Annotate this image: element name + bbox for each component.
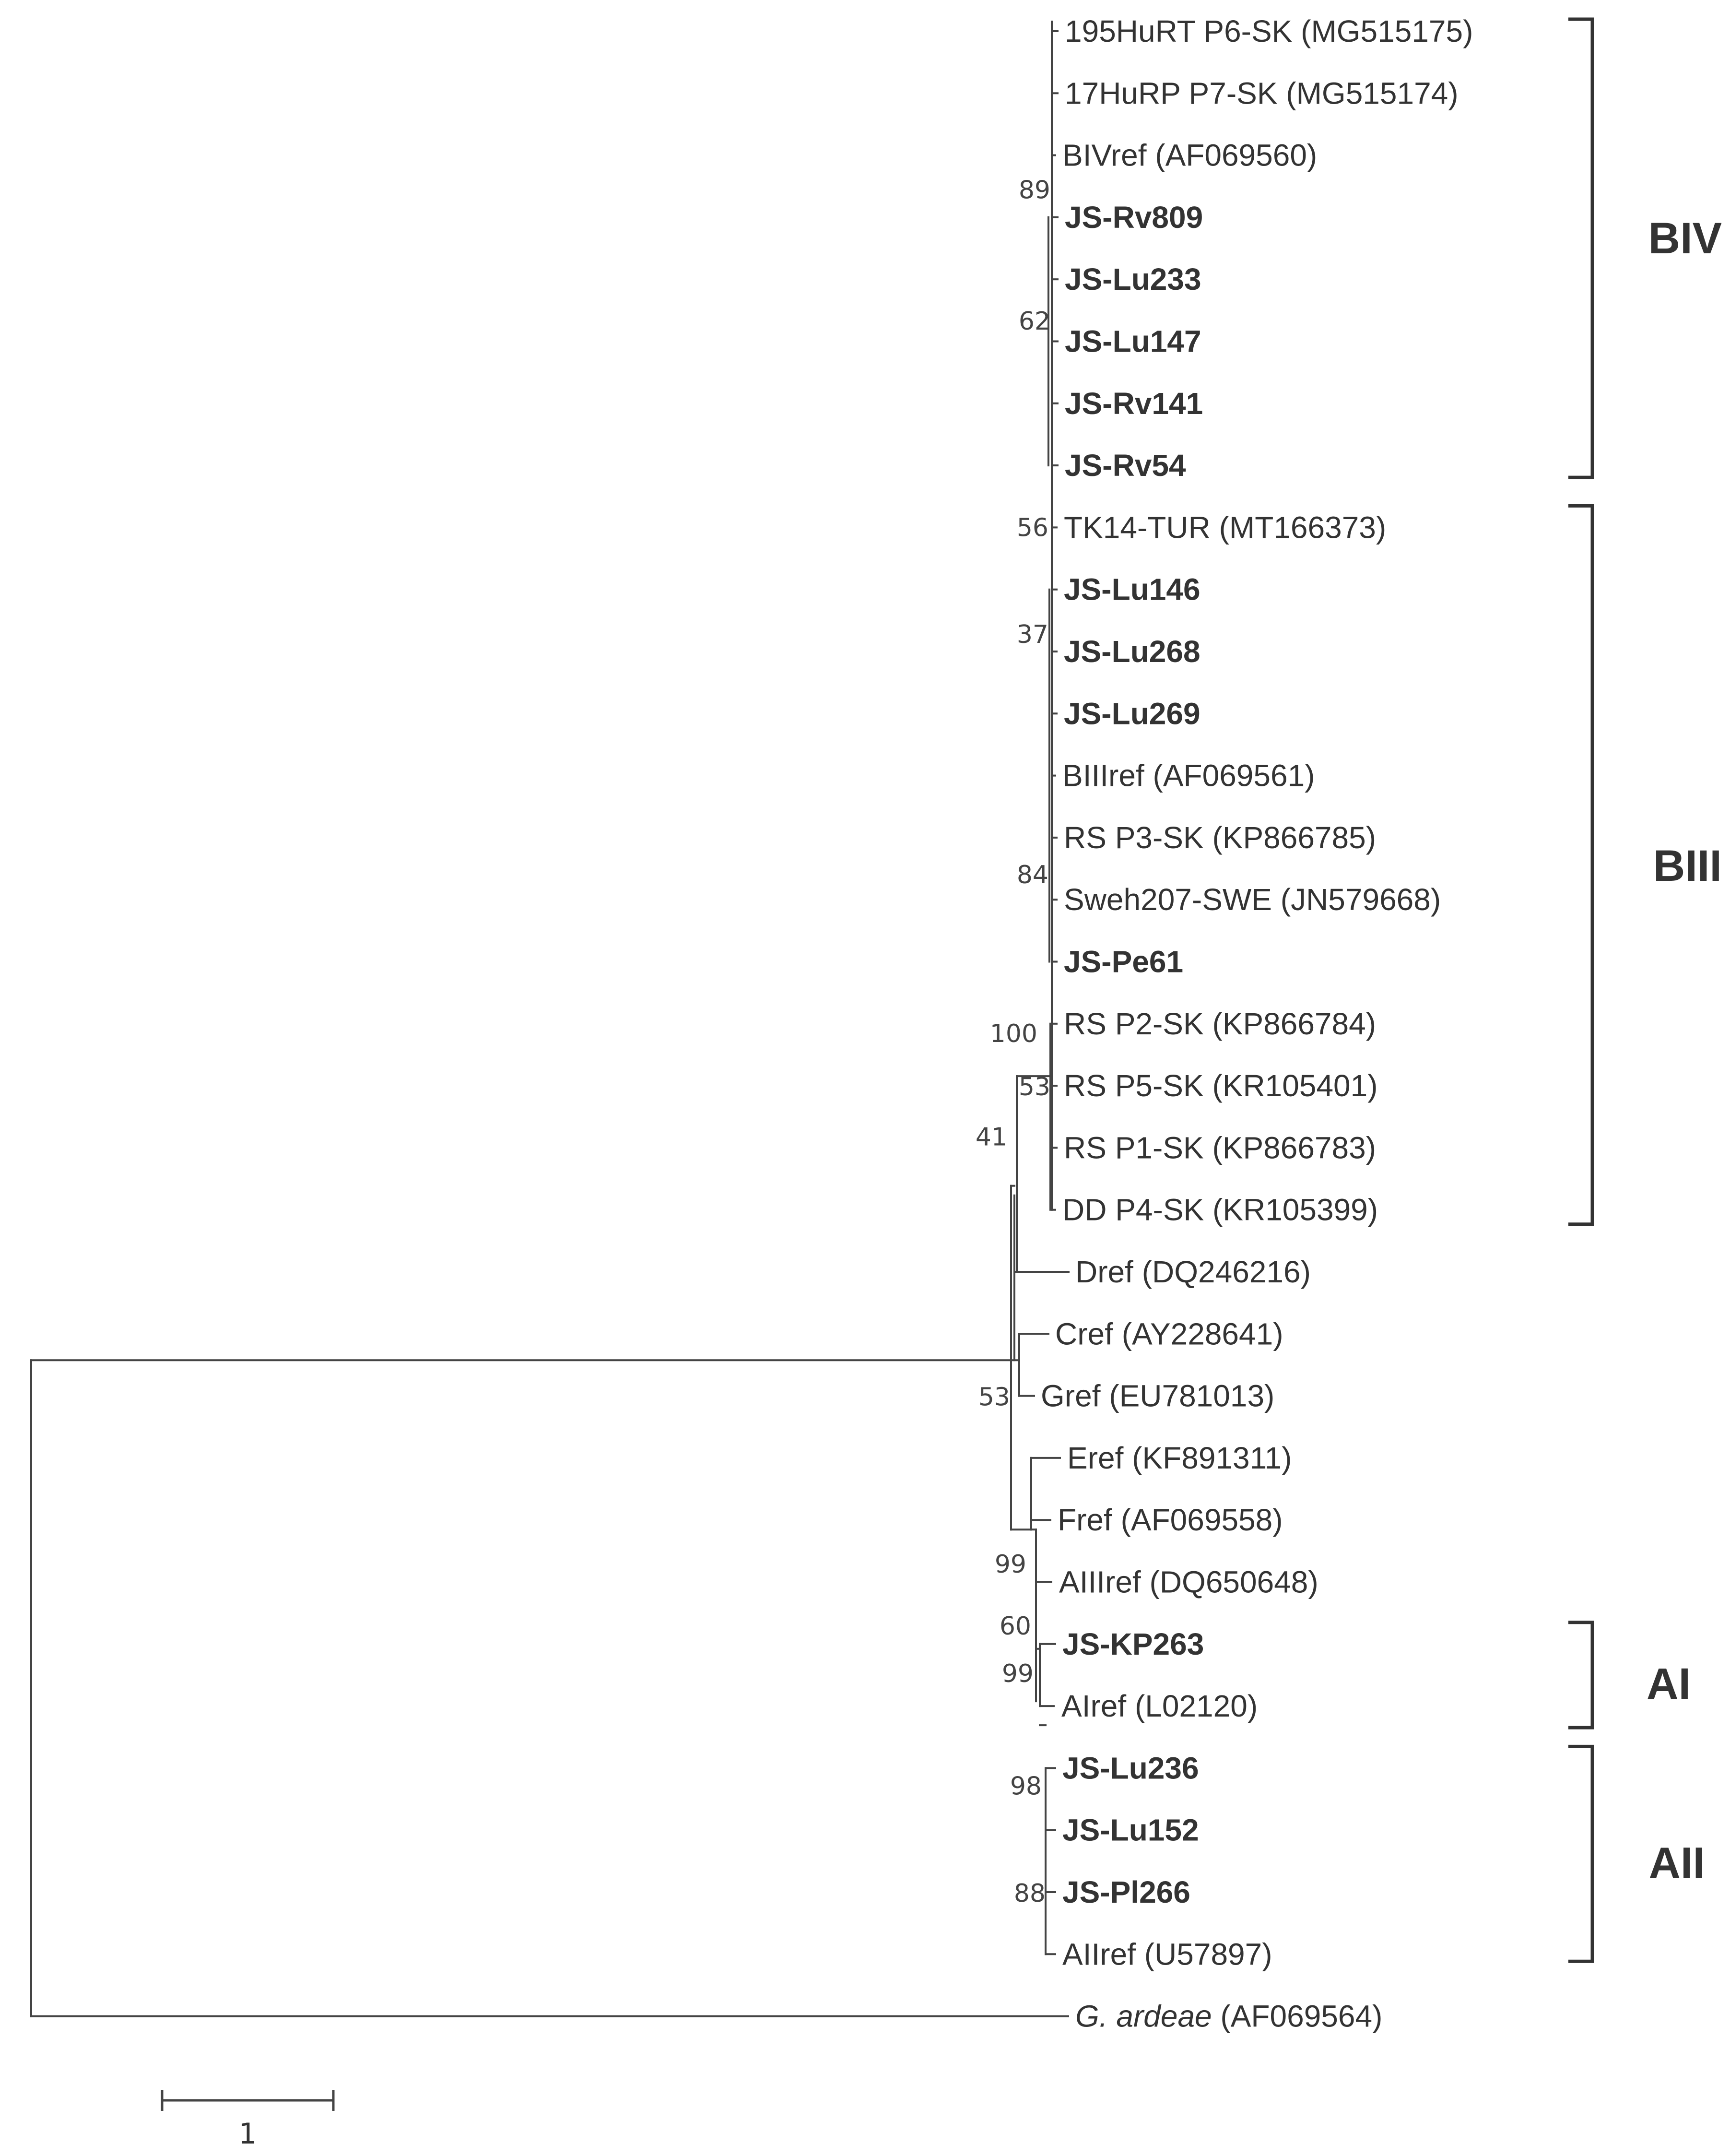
taxon-name: Sweh207-SWE (1064, 882, 1272, 917)
taxon-label (1041, 1379, 1274, 1413)
taxon-name: DD P4-SK (1062, 1192, 1204, 1227)
accession-number: (U57897) (1135, 1937, 1272, 1972)
taxon-name: 17HuRP P7-SK (1065, 76, 1278, 111)
taxon-name: Eref (1067, 1440, 1124, 1475)
taxon-name: JS-Lu146 (1064, 572, 1200, 607)
taxon-name: JS-Rv809 (1065, 200, 1203, 235)
taxon-name: Cref (1055, 1316, 1113, 1351)
bootstrap-value: 89 (1018, 176, 1050, 205)
taxon-labels (1041, 14, 1473, 2034)
taxon-name: JS-Lu268 (1064, 634, 1200, 669)
taxon-label (1064, 572, 1200, 607)
accession-number: (KR105399) (1204, 1192, 1378, 1227)
taxon-label (1064, 634, 1200, 669)
taxon-label (1064, 882, 1441, 917)
taxon-label (1061, 1689, 1258, 1723)
taxon-name: JS-Lu233 (1065, 262, 1201, 297)
taxon-name: RS P3-SK (1064, 820, 1204, 855)
cluster-bracket (1568, 1746, 1592, 1961)
accession-number: (KP866784) (1203, 1006, 1376, 1041)
cluster-bracket (1568, 506, 1592, 1224)
taxon-name: RS P1-SK (1064, 1130, 1204, 1165)
taxon-name: JS-Rv141 (1065, 386, 1203, 421)
accession-number: (MG515175) (1292, 14, 1473, 48)
taxon-label (1064, 820, 1376, 855)
bootstrap-value: 60 (999, 1611, 1031, 1641)
bootstrap-value: 84 (1016, 860, 1048, 889)
taxon-label (1064, 945, 1183, 979)
bootstrap-value: 62 (1018, 307, 1050, 336)
taxon-label (1062, 1193, 1378, 1227)
taxon-label (1058, 1503, 1283, 1537)
taxon-name: RS P2-SK (1064, 1006, 1204, 1041)
taxon-label (1065, 448, 1186, 483)
taxon-name: JS-Lu236 (1062, 1751, 1199, 1786)
taxon-label (1065, 262, 1201, 296)
accession-number: (MG515174) (1277, 76, 1459, 111)
scale-bar-label: 1 (238, 2117, 257, 2151)
accession-number: (AF069558) (1112, 1503, 1283, 1538)
taxon-label (1062, 1627, 1204, 1661)
taxon-name: JS-Rv54 (1065, 448, 1186, 483)
taxon-label (1065, 76, 1459, 110)
taxon-label (1065, 386, 1203, 421)
cluster-bracket (1568, 1623, 1592, 1728)
taxon-label (1062, 1937, 1272, 1971)
taxon-name: BIVref (1062, 138, 1147, 173)
taxon-name: JS-Pl266 (1062, 1875, 1190, 1909)
bootstrap-value: 53 (1018, 1073, 1050, 1102)
accession-number: (EU781013) (1100, 1378, 1275, 1413)
accession-number: (AF069560) (1146, 138, 1318, 173)
cluster-bracket (1568, 19, 1592, 477)
taxon-name: JS-KP263 (1062, 1626, 1204, 1661)
taxon-name: Dref (1075, 1255, 1133, 1289)
accession-number: (KP866785) (1203, 820, 1376, 855)
bootstrap-value: 56 (1016, 513, 1048, 543)
taxon-name: G. ardeae (1075, 1999, 1212, 2034)
taxon-label (1062, 1813, 1199, 1848)
taxon-label (1064, 1007, 1376, 1041)
taxon-name: JS-Lu152 (1062, 1812, 1199, 1848)
taxon-label (1067, 1441, 1292, 1475)
taxon-label (1075, 1255, 1311, 1289)
taxon-label (1065, 200, 1203, 235)
taxon-label (1062, 1751, 1199, 1785)
taxon-label (1055, 1316, 1283, 1351)
bootstrap-value: 99 (1001, 1659, 1034, 1689)
bootstrap-value: 41 (975, 1123, 1007, 1152)
scale-bar (162, 2090, 333, 2151)
bootstrap-value: 88 (1013, 1879, 1046, 1908)
taxon-label (1064, 1130, 1376, 1165)
taxon-name: JS-Lu147 (1065, 324, 1201, 359)
cluster-brackets (1568, 19, 1592, 1961)
taxon-name: AIIref (1062, 1937, 1136, 1972)
accession-number: (KF891311) (1123, 1440, 1292, 1475)
taxon-name: JS-Lu269 (1064, 696, 1200, 731)
accession-number: (DQ246216) (1133, 1255, 1311, 1289)
taxon-label (1062, 758, 1315, 793)
cluster-label: AII (1648, 1838, 1705, 1888)
taxon-label (1065, 14, 1473, 48)
taxon-name: 195HuRT P6-SK (1065, 14, 1293, 48)
taxon-name: Gref (1041, 1378, 1101, 1413)
accession-number: (KR105401) (1203, 1068, 1378, 1103)
taxon-name: BIIIref (1062, 758, 1144, 793)
taxon-name: JS-Pe61 (1064, 944, 1184, 979)
taxon-name: AIref (1061, 1689, 1127, 1724)
accession-number: (AY228641) (1113, 1316, 1283, 1351)
taxon-label (1065, 324, 1201, 359)
bootstrap-value: 99 (994, 1550, 1026, 1579)
accession-number: (MT166373) (1210, 510, 1387, 545)
cluster-label: BIII (1653, 841, 1722, 890)
bootstrap-value: 53 (978, 1383, 1010, 1412)
bootstrap-value: 98 (1010, 1772, 1042, 1801)
taxon-name: RS P5-SK (1064, 1068, 1204, 1103)
taxon-name: AIIIref (1059, 1564, 1141, 1599)
accession-number: (KP866783) (1203, 1130, 1376, 1165)
bootstrap-value: 100 (989, 1019, 1037, 1048)
taxon-label (1062, 138, 1317, 173)
tree-branches (31, 22, 1069, 2016)
accession-number: (DQ650648) (1141, 1564, 1318, 1599)
bootstrap-value: 37 (1016, 620, 1048, 649)
taxon-label (1064, 510, 1386, 545)
taxon-label (1064, 1068, 1378, 1103)
cluster-labels (1647, 214, 1722, 1888)
accession-number: (L02120) (1126, 1689, 1258, 1724)
cluster-label: AI (1647, 1659, 1691, 1709)
taxon-label (1059, 1565, 1318, 1599)
taxon-name: TK14-TUR (1064, 510, 1211, 545)
taxon-name: Fref (1058, 1503, 1112, 1538)
accession-number: (AF069561) (1144, 758, 1315, 793)
accession-number: (AF069564) (1212, 1999, 1383, 2034)
cluster-label: BIV (1648, 213, 1722, 263)
taxon-label (1062, 1875, 1190, 1909)
taxon-label (1064, 696, 1200, 731)
taxon-label (1075, 1999, 1382, 2034)
accession-number: (JN579668) (1271, 882, 1441, 917)
